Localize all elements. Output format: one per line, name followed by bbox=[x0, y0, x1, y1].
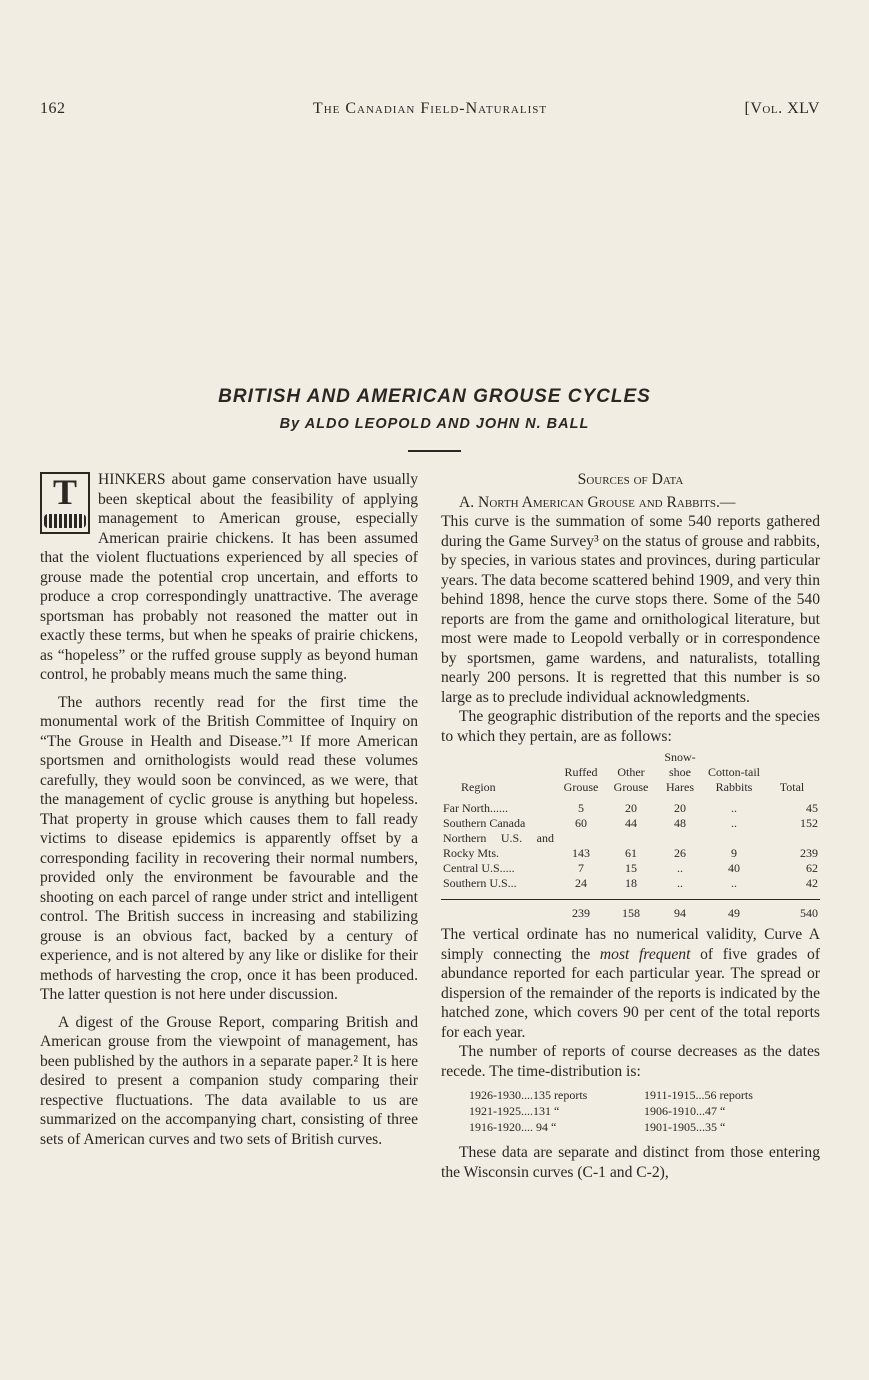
dropcap-ornament-icon bbox=[44, 514, 86, 528]
column-header: Cotton-tail Rabbits bbox=[708, 765, 760, 794]
total-cell: 45 bbox=[806, 801, 818, 815]
dropcap-letter: T bbox=[52, 472, 77, 512]
hares-cell: 48 bbox=[674, 816, 686, 830]
total-cell: 152 bbox=[800, 816, 818, 830]
paragraph-ordinate-text-cont: of five grades of abundance reported for each particular year. The spread or dispersion of the remainder of the reports is indicated by the hatched zone, which covers 90 per cent of the total reports for each year. bbox=[441, 945, 821, 1041]
total-cell: 239 bbox=[800, 846, 818, 860]
hares-cell: 26 bbox=[674, 846, 686, 860]
column-header: Snow-shoe Hares bbox=[664, 750, 696, 794]
paragraph-wisconsin: These data are separate and distinct from those entering the Wisconsin curves (C-1 and C-2), bbox=[441, 1144, 820, 1181]
column-header: Other Grouse bbox=[613, 765, 649, 794]
other-cell: 18 bbox=[625, 876, 637, 890]
paragraph-sources: This curve is the summation of some 540 reports gathered during the Game Survey³ on the status of grouse and rabbits, by species, in various states and provinces, during particular years. The data become scattered behind 1909, and very thin behind 1898, hence the curve stops there. Some of the 540 reports are from the game and ornithological literature, but most were made to Leopold verbally or in correspondence by sportsmen, game wardens, and naturalists, totalling nearly 200 persons. It is regretted that this number is so large as to preclude individual acknowledgments. bbox=[441, 513, 820, 706]
ruffed-total: 239 bbox=[556, 900, 606, 922]
paragraph-1: HINKERS about game conservation have usually been skeptical about the feasibility of applying management to American grouse, especially American prairie chickens. It has been assumed that the violent fluctuations experienced by all species of grouse made the potential crop uncertain, and efforts to produce a crop correspondingly unattractive. The average sportsman has probably not reasoned the matter out in exactly these terms, but when he speaks of prairie chickens, as “hopeless” or the ruffed grouse supply as beyond human control, he probably means much the same thing. bbox=[40, 471, 418, 683]
emphasis-text: most frequent bbox=[599, 945, 691, 963]
right-column bbox=[441, 470, 820, 1182]
region-cell: Far North...... bbox=[443, 801, 508, 815]
region-cell: Southern U.S... bbox=[443, 876, 517, 890]
section-heading: Sources of Data bbox=[577, 471, 684, 488]
other-cell: 15 bbox=[625, 861, 637, 875]
total-cell: 62 bbox=[806, 861, 818, 875]
table-row bbox=[441, 876, 820, 891]
page-number: 162 bbox=[40, 100, 66, 117]
ruffed-cell: 7 bbox=[578, 861, 584, 875]
paragraph-time-intro: The number of reports of course decreases as the dates recede. The time-distribution is: bbox=[441, 1043, 820, 1080]
table-row bbox=[441, 816, 820, 831]
time-entry: 1926-1930....135 reports bbox=[469, 1088, 588, 1102]
time-entry: 1901-1905...35 “ bbox=[644, 1120, 726, 1134]
title-rule bbox=[408, 450, 461, 452]
rabbits-cell: .. bbox=[731, 801, 737, 815]
other-total: 158 bbox=[606, 900, 656, 922]
table-row bbox=[441, 831, 820, 861]
hares-cell: 20 bbox=[674, 801, 686, 815]
rabbits-cell: .. bbox=[731, 876, 737, 890]
table-row bbox=[441, 861, 820, 876]
time-distribution bbox=[469, 1087, 819, 1135]
table-row bbox=[441, 801, 820, 816]
rabbits-cell: 40 bbox=[728, 861, 740, 875]
rabbits-cell: 9 bbox=[731, 846, 737, 860]
totals-row bbox=[441, 900, 820, 922]
other-cell: 20 bbox=[625, 801, 637, 815]
other-cell: 61 bbox=[625, 846, 637, 860]
article-byline: By ALDO LEOPOLD AND JOHN N. BALL bbox=[279, 416, 590, 432]
paragraph-ordinate-text: The vertical ordinate has no numerical validity, Curve A simply connecting the bbox=[441, 926, 820, 963]
column-header: Total bbox=[779, 780, 805, 794]
hares-total: 94 bbox=[656, 900, 704, 922]
paragraph-ordinate bbox=[441, 925, 820, 1042]
ruffed-cell: 5 bbox=[578, 801, 584, 815]
time-entry: 1906-1910...47 “ bbox=[644, 1104, 726, 1118]
time-entry: 1916-1920.... 94 “ bbox=[469, 1120, 557, 1134]
ruffed-cell: 60 bbox=[575, 816, 587, 830]
dropcap-initial bbox=[40, 472, 92, 536]
hares-cell: .. bbox=[677, 861, 683, 875]
volume-label: [Vol. XLV bbox=[744, 100, 820, 117]
journal-title: The Canadian Field-Naturalist bbox=[312, 100, 548, 117]
region-cell: Central U.S..... bbox=[443, 861, 515, 875]
paragraph-distribution-intro: The geographic distribution of the reports and the species to which they pertain, are as follows: bbox=[441, 708, 820, 745]
column-header: Region bbox=[461, 780, 496, 794]
rabbits-cell: .. bbox=[731, 816, 737, 830]
ruffed-cell: 143 bbox=[572, 846, 590, 860]
paragraph-3: A digest of the Grouse Report, comparing British and American grouse from the viewpoint of management, has been published by the authors in a separate paper.² It is here desired to present a companion study comparing their respective fluctuations. The data available to us are summarized on the accompanying chart, consisting of three sets of American curves and two sets of British curves. bbox=[40, 1013, 418, 1148]
total-cell: 42 bbox=[806, 876, 818, 890]
rabbits-total: 49 bbox=[704, 900, 764, 922]
region-cell: Northern U.S. and Rocky Mts. bbox=[443, 831, 554, 860]
article-title: BRITISH AND AMERICAN GROUSE CYCLES bbox=[218, 386, 651, 407]
time-entry: 1921-1925....131 “ bbox=[469, 1104, 560, 1118]
column-header: Ruffed Grouse bbox=[563, 765, 599, 794]
region-cell: Southern Canada bbox=[443, 816, 526, 830]
subsection-heading: A. North American Grouse and Rabbits.— bbox=[459, 493, 736, 511]
distribution-table bbox=[441, 750, 820, 921]
hares-cell: .. bbox=[677, 876, 683, 890]
grand-total: 540 bbox=[764, 900, 820, 922]
ruffed-cell: 24 bbox=[575, 876, 587, 890]
paragraph-2: The authors recently read for the first time the monumental work of the British Committee of Inquiry on “The Grouse in Health and Disease.”¹ If more American sportsmen and ornithologists would read these volumes carefully, they would soon be convinced, as we were, that the management of cyclic grouse is anything but hopeless. That property in grouse which causes them to fall ready victims to disease epidemics is apparently offset by a corresponding facility in recovering their normal numbers, provided only the environment be favourable and the shooting on each parcel of range under strict and intelligent control. The British success in increasing and stabilizing grouse is an obvious fact, backed by a century of experience, and is not altered by any like or dislike for their methods of harvesting the crop, once it has been produced. The latter question is not here under discussion. bbox=[40, 693, 418, 1003]
other-cell: 44 bbox=[625, 816, 637, 830]
time-entry: 1911-1915...56 reports bbox=[644, 1088, 753, 1102]
left-column bbox=[40, 470, 418, 1149]
table-header-row bbox=[441, 750, 820, 795]
